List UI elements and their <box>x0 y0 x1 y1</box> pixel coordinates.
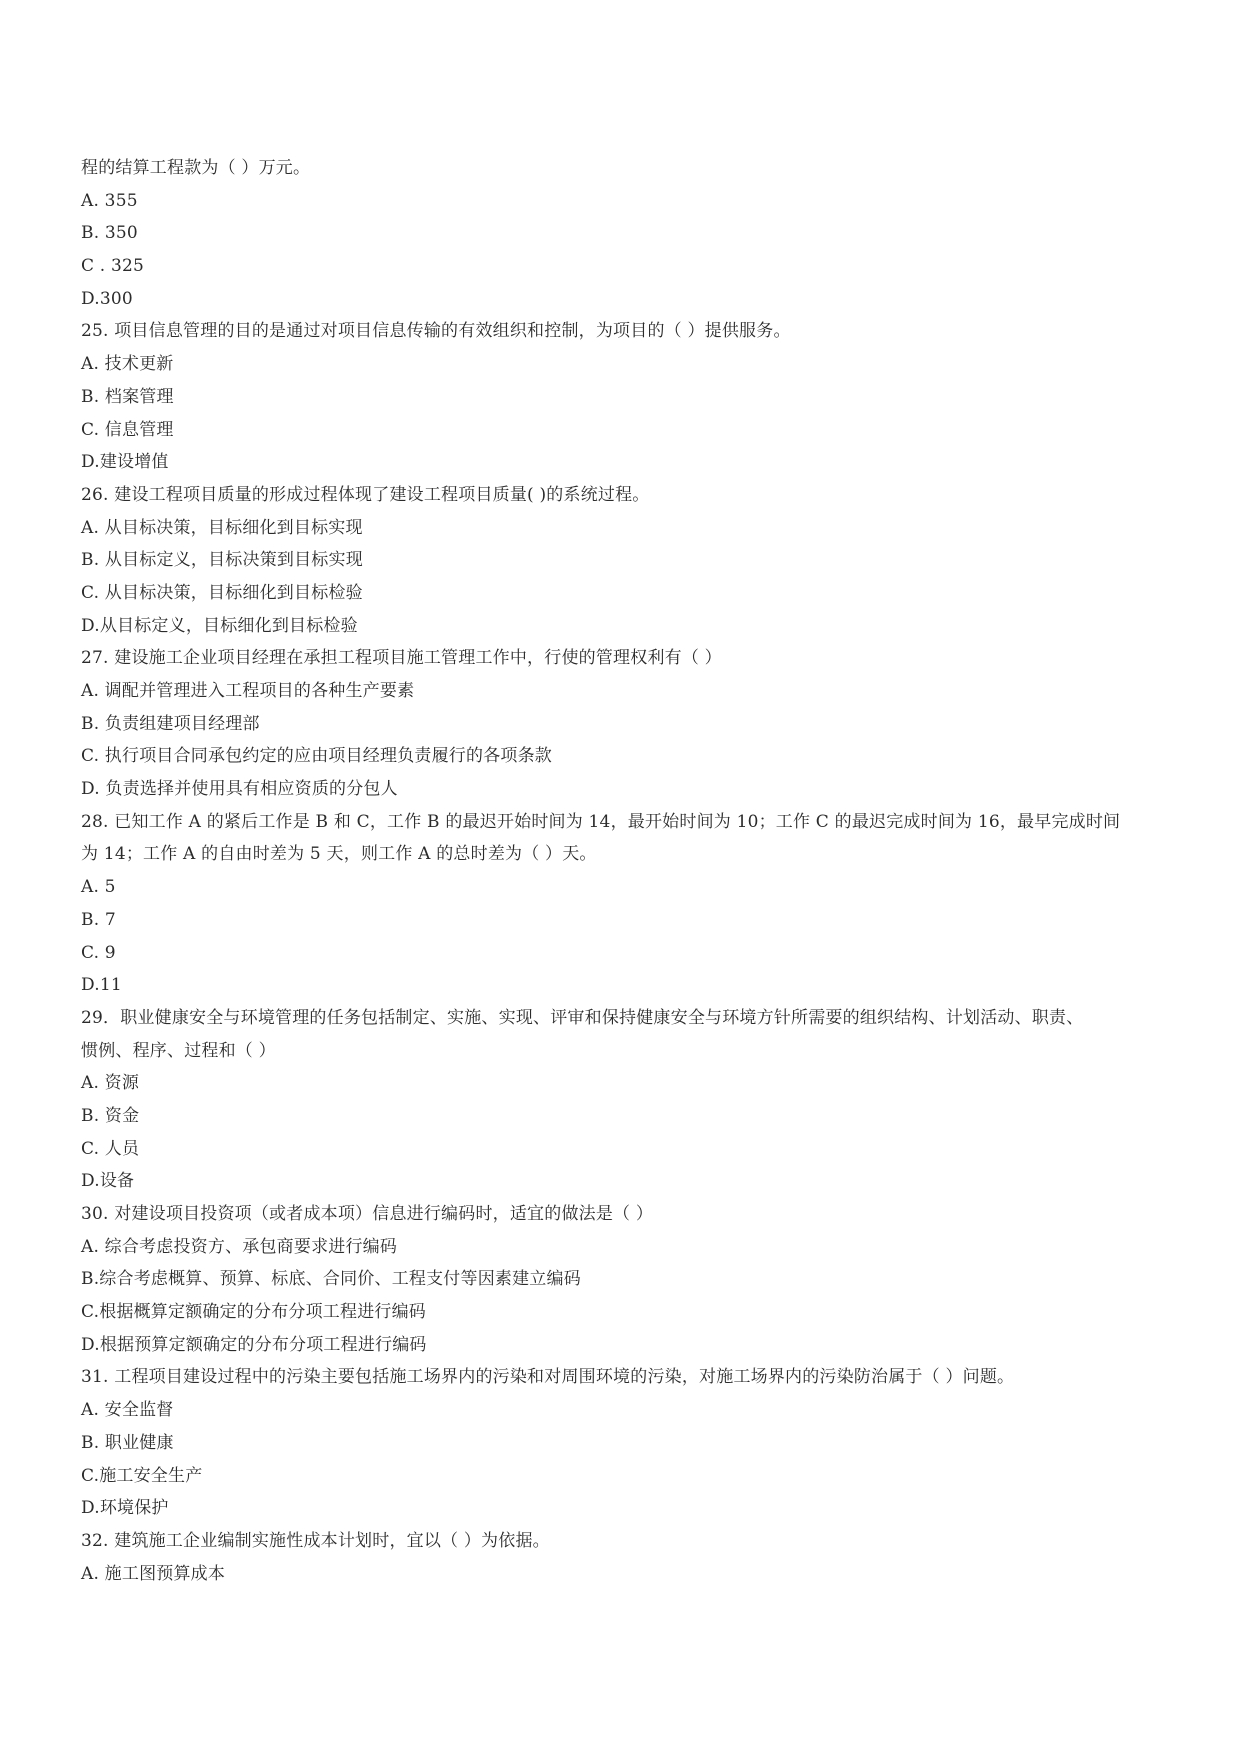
question-28-stem-line-1: 28. 已知工作 A 的紧后工作是 B 和 C，工作 B 的最迟开始时间为 14，最开始时间为 10；工作 C 的最迟完成时间为 16，最早完成时间 <box>81 811 1121 832</box>
question-24-stem-continued: 程的结算工程款为（ ）万元。 <box>81 158 311 178</box>
question-31-option-a: A. 安全监督 <box>81 1400 174 1421</box>
question-26-option-a: A. 从目标决策，目标细化到目标实现 <box>81 517 363 538</box>
question-32-option-a: A. 施工图预算成本 <box>81 1563 226 1584</box>
question-25-stem: 25. 项目信息管理的目的是通过对项目信息传输的有效组织和控制，为项目的（ ）提供服务。 <box>81 321 791 342</box>
question-26-option-d: D.从目标定义，目标细化到目标检验 <box>81 615 358 636</box>
question-25-option-a: A. 技术更新 <box>81 354 174 375</box>
question-24-option-b: B. 350 <box>81 223 138 244</box>
question-24-option-d: D.300 <box>81 288 133 309</box>
question-31-option-d: D.环境保护 <box>81 1498 169 1519</box>
question-25-option-c: C. 信息管理 <box>81 419 174 440</box>
question-27-option-b: B. 负责组建项目经理部 <box>81 713 260 734</box>
question-30-option-a: A. 综合考虑投资方、承包商要求进行编码 <box>81 1236 398 1257</box>
question-29-option-a: A. 资源 <box>81 1073 140 1094</box>
question-29-option-b: B. 资金 <box>81 1105 140 1126</box>
document-body <box>81 152 1171 1590</box>
question-30-stem: 30. 对建设项目投资项（或者成本项）信息进行编码时，适宜的做法是（ ） <box>81 1204 654 1224</box>
question-31-option-c: C.施工安全生产 <box>81 1465 203 1486</box>
question-24-option-a: A. 355 <box>81 190 138 211</box>
question-27-option-d: D. 负责选择并使用具有相应资质的分包人 <box>81 779 398 800</box>
question-24-option-c: C . 325 <box>81 256 145 277</box>
question-28-option-d: D.11 <box>81 975 122 996</box>
question-30-option-b: B.综合考虑概算、预算、标底、合同价、工程支付等因素建立编码 <box>81 1269 581 1290</box>
question-32-stem: 32. 建筑施工企业编制实施性成本计划时，宜以（ ）为依据。 <box>81 1530 550 1551</box>
question-28-stem-line-2: 为 14；工作 A 的自由时差为 5 天，则工作 A 的总时差为（ ）天。 <box>81 844 597 865</box>
question-31-option-b: B. 职业健康 <box>81 1432 174 1453</box>
question-26-stem: 26. 建设工程项目质量的形成过程体现了建设工程项目质量( )的系统过程。 <box>81 484 650 505</box>
question-25-option-b: B. 档案管理 <box>81 386 174 407</box>
question-27-option-a: A. 调配并管理进入工程项目的各种生产要素 <box>81 681 415 701</box>
question-29-stem-line-1: 29．职业健康安全与环境管理的任务包括制定、实施、实现、评审和保持健康安全与环境方针所需要的组织结构、计划活动、职责、 <box>81 1007 1084 1028</box>
question-30-option-d: D.根据预算定额确定的分布分项工程进行编码 <box>81 1334 427 1355</box>
question-26-option-b: B. 从目标定义，目标决策到目标实现 <box>81 550 363 571</box>
question-29-option-c: C. 人员 <box>81 1138 140 1159</box>
question-31-stem: 31. 工程项目建设过程中的污染主要包括施工场界内的污染和对周围环境的污染，对施工场界内的污染防治属于（ ）问题。 <box>81 1367 1015 1388</box>
question-28-option-b: B. 7 <box>81 909 116 930</box>
question-29-stem-line-2: 惯例、程序、过程和（ ） <box>81 1040 276 1061</box>
question-27-stem: 27. 建设施工企业项目经理在承担工程项目施工管理工作中，行使的管理权利有（ ） <box>81 648 722 669</box>
question-29-option-d: D.设备 <box>81 1171 135 1192</box>
question-26-option-c: C. 从目标决策，目标细化到目标检验 <box>81 582 363 603</box>
question-28-option-c: C. 9 <box>81 942 116 963</box>
question-27-option-c: C. 执行项目合同承包约定的应由项目经理负责履行的各项条款 <box>81 746 553 767</box>
question-25-option-d: D.建设增值 <box>81 452 169 473</box>
question-28-option-a: A. 5 <box>81 877 116 898</box>
question-30-option-c: C.根据概算定额确定的分布分项工程进行编码 <box>81 1302 427 1323</box>
